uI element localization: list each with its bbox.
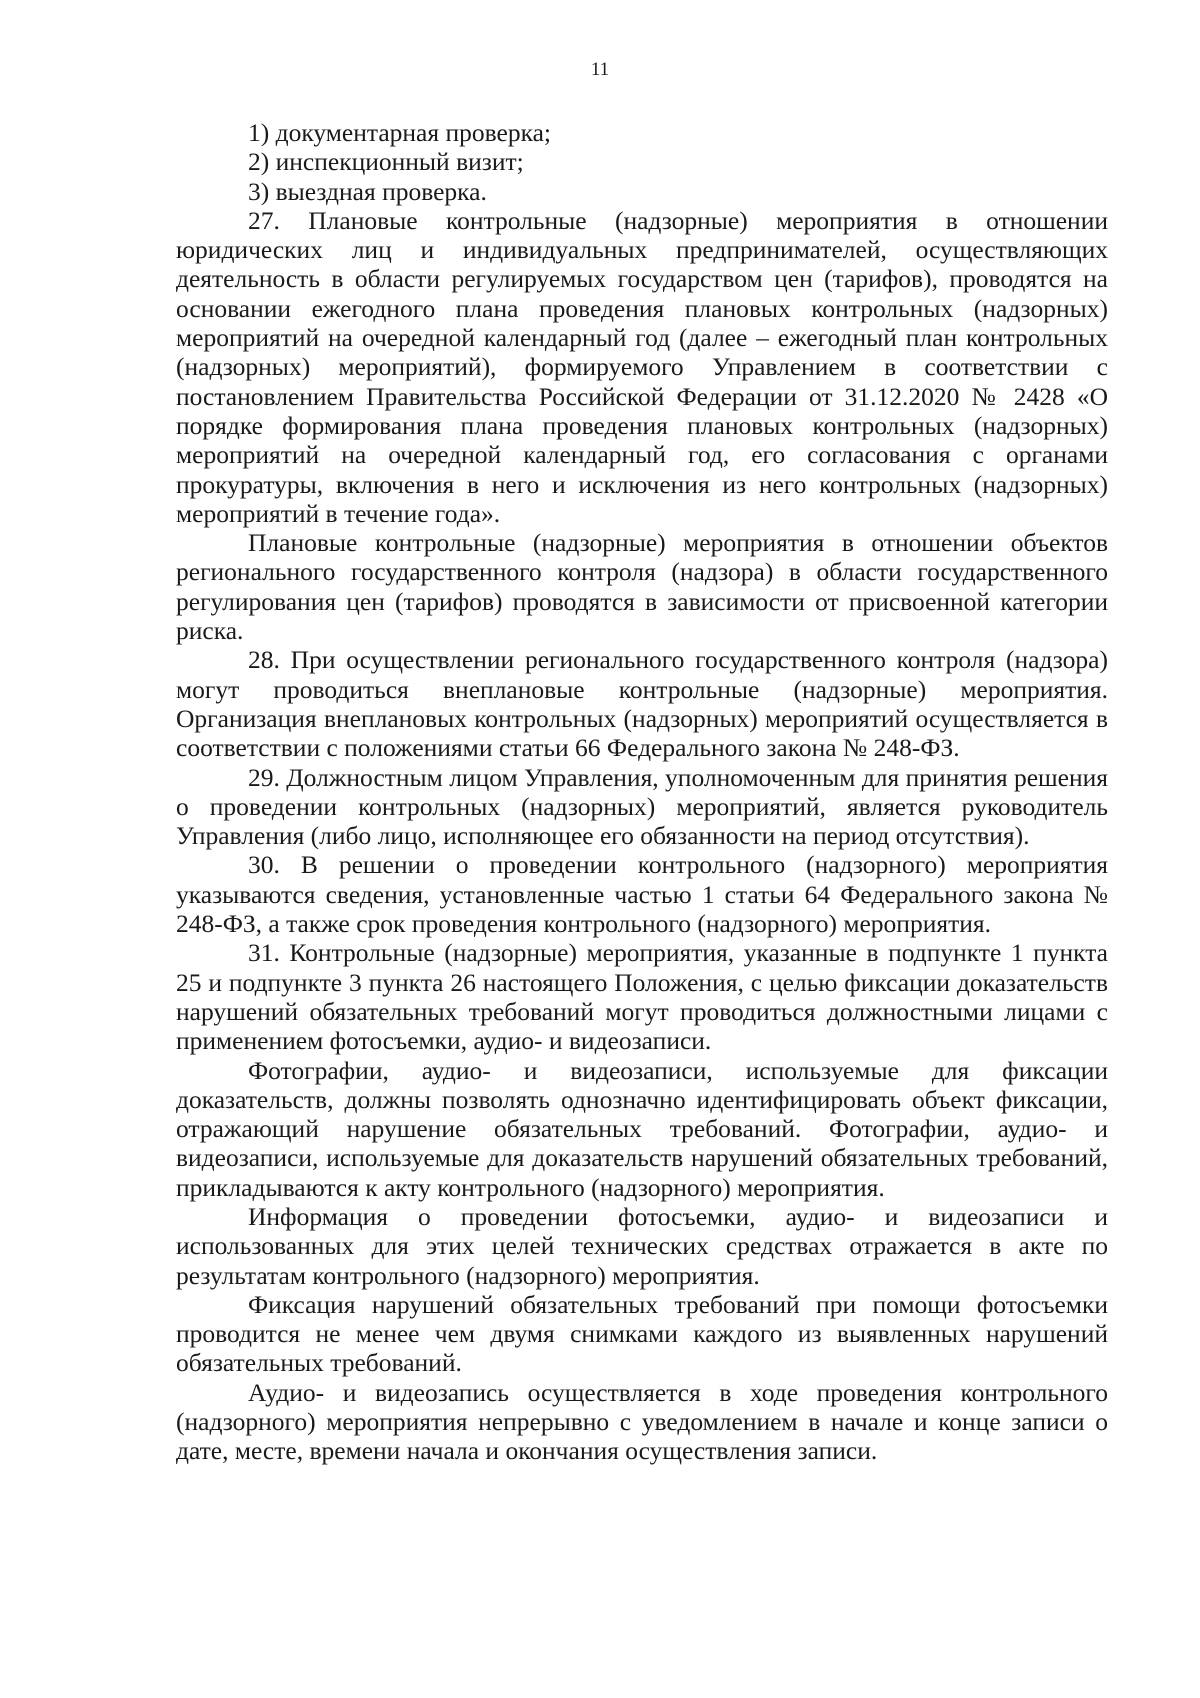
paragraph-28: 28. При осуществлении регионального государственного контроля (надзора) могут проводиться внеплановые контрольные (надзорные) мероприятия. Организация внеплановых контрольных (надзорных) мероприятий осуществляется в соответствии с положениями статьи 66 Федерального закона № 248-ФЗ. — [176, 645, 1108, 763]
paragraph-27-planned-risk: Плановые контрольные (надзорные) мероприятия в отношении объектов регионального государственного контроля (надзора) в области государственного регулирования цен (тарифов) проводятся в зависимости от присвоенной категории риска. — [176, 528, 1108, 646]
paragraph-31-photos: Фотографии, аудио- и видеозаписи, используемые для фиксации доказательств, должны позволять однозначно идентифицировать объект фиксации, отражающий нарушение обязательных требований. Фотографии, аудио- и видеозаписи, используемые для доказательств нарушений обязательных требований, прикладываются к акту контрольного (надзорного) мероприятия. — [176, 1055, 1108, 1202]
paragraph-31-fixation: Фиксация нарушений обязательных требований при помощи фотосъемки проводится не менее чем двумя снимками каждого из выявленных нарушений обязательных требований. — [176, 1289, 1108, 1378]
paragraph-31-audio-video: Аудио- и видеозапись осуществляется в ходе проведения контрольного (надзорного) мероприятия непрерывно с уведомлением в начале и конце записи о дате, месте, времени начала и окончания осуществления записи. — [176, 1377, 1108, 1466]
paragraph-31-info: Информация о проведении фотосъемки, аудио- и видеозаписи и использованных для этих целей технических средствах отражается в акте по результатам контрольного (надзорного) мероприятия. — [176, 1201, 1108, 1290]
list-item-3: 3) выездная проверка. — [248, 176, 487, 206]
list-item-1: 1) документарная проверка; — [248, 118, 551, 147]
paragraph-29: 29. Должностным лицом Управления, уполномоченным для принятия решения о проведении контрольных (надзорных) мероприятий, является руководитель Управления (либо лицо, исполняющее его обязанности на период отсутствия). — [176, 762, 1108, 851]
paragraph-30: 30. В решении о проведении контрольного (надзорного) мероприятия указываются сведения, установленные частью 1 статьи 64 Федерального закона № 248-ФЗ, а также срок проведения контрольного (надзорного) мероприятия. — [176, 850, 1108, 939]
list-item-2: 2) инспекционный визит; — [248, 147, 524, 177]
paragraph-31: 31. Контрольные (надзорные) мероприятия, указанные в подпункте 1 пункта 25 и подпункте 3 пункта 26 настоящего Положения, с целью фиксации доказательств нарушений обязательных требований могут проводиться должностными лицами с применением фотосъемки, аудио- и видеозаписи. — [176, 938, 1108, 1056]
paragraph-27: 27. Плановые контрольные (надзорные) мероприятия в отношении юридических лиц и индивидуальных предпринимателей, осуществляющих деятельность в области регулируемых государством цен (тарифов), проводятся на основании ежегодного плана проведения плановых контрольных (надзорных) мероприятий на очередной календарный год (далее – ежегодный план контрольных (надзорных) мероприятий), формируемого Управлением в соответствии с постановлением Правительства Российской Федерации от 31.12.2020 № 2428 «О порядке формирования плана проведения плановых контрольных (надзорных) мероприятий на очередной календарный год, его согласования с органами прокуратуры, включения в него и исключения из него контрольных (надзорных) мероприятий в течение года». — [176, 205, 1108, 528]
page-number: 11 — [590, 59, 610, 80]
document-body — [176, 118, 1108, 1466]
